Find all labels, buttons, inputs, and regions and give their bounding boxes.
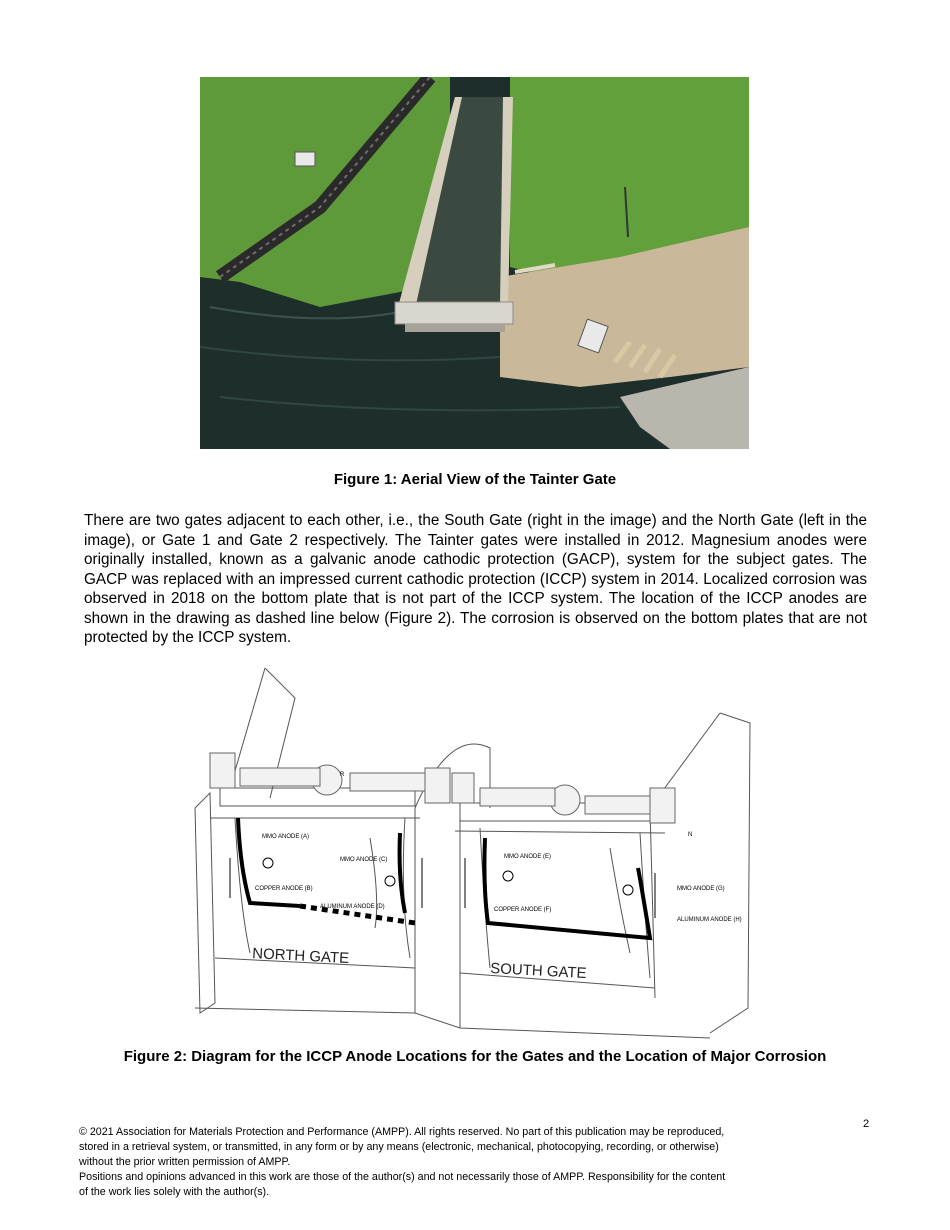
label-n: N [688, 832, 693, 838]
label-copper-f: COPPER ANODE (F) [494, 907, 552, 913]
aerial-photo [200, 77, 749, 449]
footer-line-5: of the work lies solely with the author(s). [79, 1186, 270, 1198]
north-gate-label: NORTH GATE [251, 945, 350, 968]
label-copper-b: COPPER ANODE (B) [255, 886, 313, 892]
footer-line-4: Positions and opinions advanced in this work are those of the author(s) and not necessarily those of AMPP. Responsibility for the content [79, 1171, 726, 1183]
figure-1-caption: Figure 1: Aerial View of the Tainter Gate [333, 471, 617, 488]
copyright-footer [79, 1125, 859, 1200]
label-aluminum-h: ALUMINUM ANODE (H) [677, 917, 742, 923]
footer-line-1: © 2021 Association for Materials Protection and Performance (AMPP). All rights reserved. No part of this publication may be reproduced, [79, 1126, 725, 1138]
label-r: R [340, 772, 345, 778]
south-gate-label: SOUTH GATE [489, 960, 587, 983]
label-aluminum-d: ALUMINUM ANODE (D) [320, 904, 385, 910]
footer-line-3: without the prior written permission of AMPP. [79, 1156, 291, 1168]
anode-diagram [190, 668, 760, 1040]
label-mmo-c: MMO ANODE (C) [340, 857, 388, 863]
page-number: 2 [863, 1118, 870, 1130]
body-paragraph: There are two gates adjacent to each other, i.e., the South Gate (right in the image) and the North Gate (left in the image), or Gate 1 and Gate 2 respectively. The Tainter gates were installed in 2012. Magnesium anodes were originally installed, known as a galvanic anode cathodic protection (GACP), system for the subject gates. The GACP was replaced with an impressed current cathodic protection (ICCP) system in 2014. Localized corrosion was observed in 2018 on the bottom plate that is not part of the ICCP system. The location of the ICCP anodes are shown in the drawing as dashed line below (Figure 2). The corrosion is observed on the bottom plates that are not protected by the ICCP system. [84, 512, 867, 646]
figure-2-caption: Figure 2: Diagram for the ICCP Anode Locations for the Gates and the Location of Major Corrosion [123, 1048, 827, 1065]
label-mmo-g: MMO ANODE (G) [677, 886, 725, 892]
footer-line-2: stored in a retrieval system, or transmitted, in any form or by any means (electronic, mechanical, photocopying, recording, or otherwise) [79, 1141, 719, 1153]
label-mmo-e: MMO ANODE (E) [504, 854, 552, 860]
label-mmo-a: MMO ANODE (A) [262, 834, 310, 840]
